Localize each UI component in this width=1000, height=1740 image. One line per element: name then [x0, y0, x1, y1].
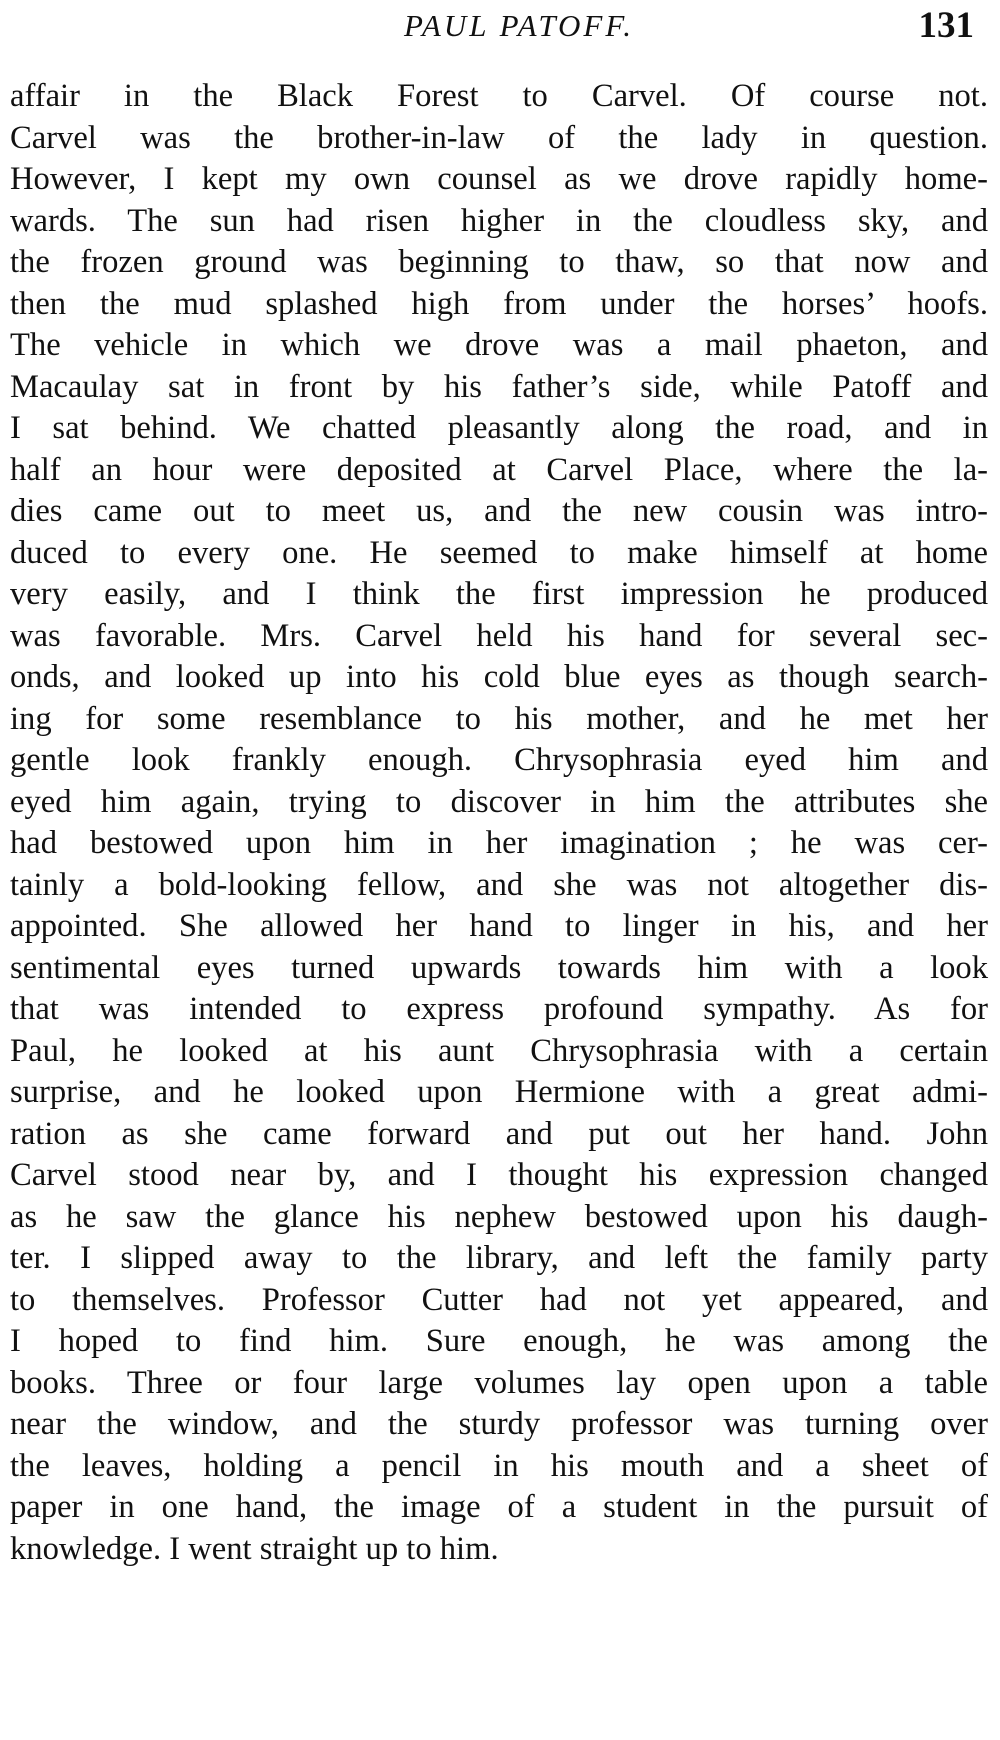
text-line: ration as she came forward and put out her hand. John	[10, 1115, 988, 1152]
page-number: 131	[918, 5, 974, 46]
text-line: the frozen ground was beginning to thaw, so that now and	[10, 244, 988, 280]
text-line: affair in the Black Forest to Carvel. Of course not.	[10, 78, 988, 114]
text-line: half an hour were deposited at Carvel Place, where the la-	[10, 451, 988, 488]
text-line: ter. I slipped away to the library, and left the family party	[10, 1240, 988, 1276]
text-line: However, I kept my own counsel as we drove rapidly home-	[10, 161, 988, 197]
text-line: to themselves. Professor Cutter had not yet appeared, and	[10, 1281, 988, 1318]
text-line: onds, and looked up into his cold blue eyes as though search-	[10, 659, 988, 695]
text-line: then the mud splashed high from under the horses’ hoofs.	[10, 285, 988, 322]
text-line: appointed. She allowed her hand to linger in his, and her	[10, 908, 988, 944]
text-line: gentle look frankly enough. Chrysophrasia eyed him and	[10, 742, 988, 778]
text-line: eyed him again, trying to discover in him the attributes she	[10, 783, 988, 820]
text-line: had bestowed upon him in her imagination ; he was cer-	[10, 825, 988, 861]
text-line: as he saw the glance his nephew bestowed upon his daugh-	[10, 1198, 988, 1235]
body-text	[10, 76, 988, 1570]
text-line: Carvel was the brother-in-law of the lady in question.	[10, 119, 988, 156]
text-line: Paul, he looked at his aunt Chrysophrasia with a certain	[10, 1032, 988, 1069]
text-line: I sat behind. We chatted pleasantly along the road, and in	[10, 410, 988, 446]
text-line: duced to every one. He seemed to make himself at home	[10, 534, 988, 571]
text-line: surprise, and he looked upon Hermione with a great admi-	[10, 1074, 988, 1110]
text-line: sentimental eyes turned upwards towards him with a look	[10, 949, 988, 986]
text-line: was favorable. Mrs. Carvel held his hand for several sec-	[10, 617, 988, 654]
text-line: Carvel stood near by, and I thought his expression changed	[10, 1157, 988, 1193]
text-line: ing for some resemblance to his mother, and he met her	[10, 700, 988, 737]
running-header	[10, 0, 988, 60]
text-line: near the window, and the sturdy professor was turning over	[10, 1406, 988, 1442]
text-line: Macaulay sat in front by his father’s side, while Patoff and	[10, 368, 988, 405]
text-line: very easily, and I think the first impression he produced	[10, 576, 988, 612]
running-title: PAUL PATOFF.	[403, 8, 635, 43]
text-line: tainly a bold-looking fellow, and she was not altogether dis-	[10, 866, 988, 903]
text-line: paper in one hand, the image of a student in the pursuit of	[10, 1489, 988, 1525]
text-line: books. Three or four large volumes lay open upon a table	[10, 1364, 988, 1401]
text-line: wards. The sun had risen higher in the cloudless sky, and	[10, 202, 988, 239]
text-line: The vehicle in which we drove was a mail phaeton, and	[10, 327, 988, 363]
text-line: I hoped to find him. Sure enough, he was among the	[10, 1323, 988, 1359]
text-line: the leaves, holding a pencil in his mouth and a sheet of	[10, 1447, 988, 1484]
text-line-last: knowledge. I went straight up to him.	[10, 1530, 499, 1567]
text-line: dies came out to meet us, and the new cousin was intro-	[10, 493, 988, 529]
text-line: that was intended to express profound sympathy. As for	[10, 991, 988, 1027]
